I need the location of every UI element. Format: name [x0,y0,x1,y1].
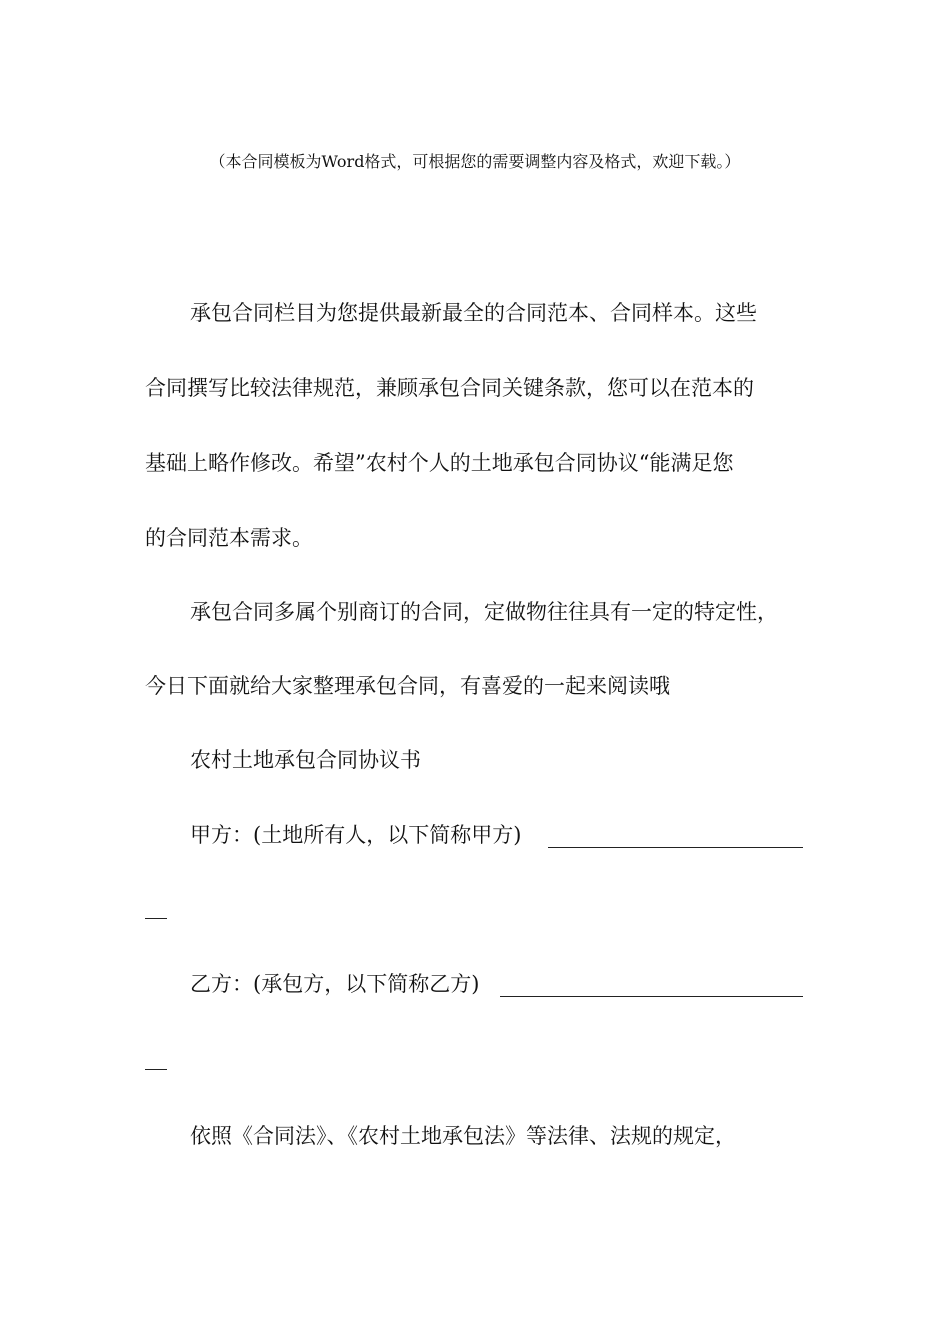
template-note: （本合同模板为Word格式，可根据您的需要调整内容及格式，欢迎下载。） [209,152,741,171]
intro-line-1: 承包合同栏目为您提供最新最全的合同范本、合同样本。这些 [190,301,757,325]
contract-title: 农村土地承包合同协议书 [190,748,421,772]
legal-basis-line: 依照《合同法》、《农村土地承包法》等法律、法规的规定， [190,1124,736,1148]
intro-line-4: 的合同范本需求。 [145,526,313,550]
party-a-label: 甲方：(土地所有人，以下简称甲方) [190,823,522,847]
para2-line-2: 今日下面就给大家整理承包合同，有喜爱的一起来阅读哦 [145,674,670,698]
party-a-fill-line [548,847,803,848]
intro-line-3: 基础上略作修改。希望”农村个人的土地承包合同协议“能满足您 [145,451,734,475]
para2-line-1: 承包合同多属个别商订的合同，定做物往往具有一定的特定性， [190,600,778,624]
intro-line-2: 合同撰写比较法律规范，兼顾承包合同关键条款，您可以在范本的 [145,376,754,400]
party-b-fill-continuation [145,1069,167,1070]
party-b-fill-line [500,996,803,997]
party-a-fill-continuation [145,918,167,919]
party-b-label: 乙方：(承包方，以下简称乙方) [190,972,480,996]
